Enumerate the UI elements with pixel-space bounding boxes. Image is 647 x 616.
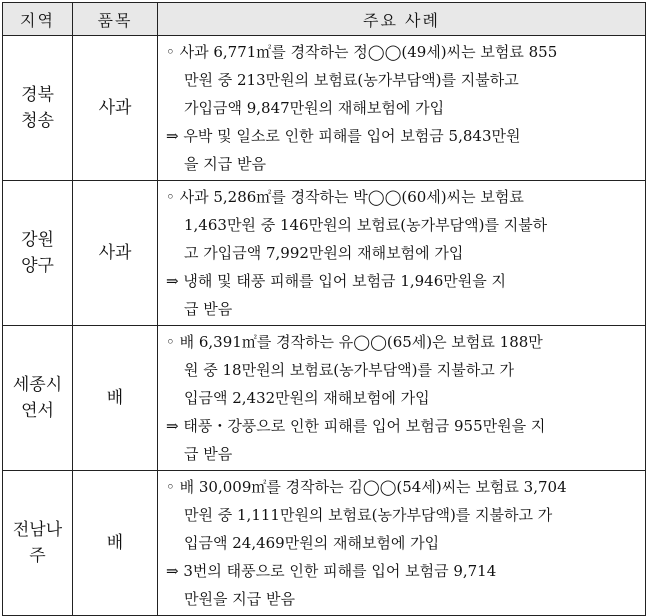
case-line: 을 지급 받음 bbox=[184, 155, 266, 173]
case-line: 입금액 24,469만원의 재해보험에 가입 bbox=[184, 534, 440, 552]
case-line: ◦ 사과 5,286㎡를 경작하는 박◯◯(60세)씨는 보험료 bbox=[166, 188, 524, 206]
region-line: 세종시 bbox=[12, 375, 63, 395]
table-row bbox=[3, 471, 646, 616]
region-line: 강원 bbox=[21, 230, 54, 250]
case-line: ◦ 배 30,009㎡를 경작하는 김◯◯(54세)씨는 보험료 3,704 bbox=[166, 478, 567, 496]
region-line: 전남나 bbox=[12, 520, 63, 540]
case-cell bbox=[158, 36, 646, 181]
table-row bbox=[3, 181, 646, 326]
region-cell bbox=[3, 36, 73, 181]
item-cell: 배 bbox=[73, 326, 158, 471]
region-line: 경북 bbox=[21, 85, 54, 105]
case-line: ⇒ 3번의 태풍으로 인한 피해를 입어 보험금 9,714 bbox=[166, 562, 497, 580]
case-line: ⇒ 냉해 및 태풍 피해를 입어 보험금 1,946만원을 지 bbox=[166, 272, 506, 290]
case-line: 가입금액 9,847만원의 재해보험에 가입 bbox=[184, 99, 445, 117]
region-line: 청송 bbox=[21, 111, 54, 131]
case-line: ◦ 배 6,391㎡를 경작하는 유◯◯(65세)은 보험료 188만 bbox=[166, 333, 543, 351]
case-line: ⇒ 우박 및 일소로 인한 피해를 입어 보험금 5,843만원 bbox=[166, 127, 521, 145]
case-line: 만원 중 213만원의 보험료(농가부담액)를 지불하고 bbox=[184, 71, 519, 89]
case-line: 입금액 2,432만원의 재해보험에 가입 bbox=[184, 389, 430, 407]
table-row bbox=[3, 326, 646, 471]
case-line: 원 중 18만원의 보험료(농가부담액)를 지불하고 가 bbox=[184, 361, 514, 379]
case-cell bbox=[158, 326, 646, 471]
case-line: ⇒ 태풍・강풍으로 인한 피해를 입어 보험금 955만원을 지 bbox=[166, 417, 546, 435]
insurance-case-table bbox=[2, 2, 646, 616]
case-line: ◦ 사과 6,771㎡를 경작하는 정◯◯(49세)씨는 보험료 855 bbox=[166, 43, 558, 61]
case-cell bbox=[158, 181, 646, 326]
header-region: 지역 bbox=[3, 3, 73, 36]
case-line: 고 가입금액 7,992만원의 재해보험에 가입 bbox=[184, 244, 464, 262]
header-item: 품목 bbox=[73, 3, 158, 36]
item-cell: 사과 bbox=[73, 181, 158, 326]
item-cell: 배 bbox=[73, 471, 158, 616]
case-line: 만원 중 1,111만원의 보험료(농가부담액)를 지불하고 가 bbox=[184, 506, 553, 524]
region-cell bbox=[3, 181, 73, 326]
region-cell bbox=[3, 471, 73, 616]
region-line: 주 bbox=[29, 546, 46, 566]
case-line: 1,463만원 중 146만원의 보험료(농가부담액)를 지불하 bbox=[184, 216, 548, 234]
table-row bbox=[3, 36, 646, 181]
case-line: 급 받음 bbox=[184, 445, 233, 463]
item-cell: 사과 bbox=[73, 36, 158, 181]
case-line: 만원을 지급 받음 bbox=[184, 590, 295, 608]
header-case: 주요 사례 bbox=[158, 3, 646, 36]
case-cell bbox=[158, 471, 646, 616]
region-cell bbox=[3, 326, 73, 471]
region-line: 양구 bbox=[21, 256, 54, 276]
case-line: 급 받음 bbox=[184, 300, 233, 318]
header-row bbox=[3, 3, 646, 36]
region-line: 연서 bbox=[21, 401, 54, 421]
